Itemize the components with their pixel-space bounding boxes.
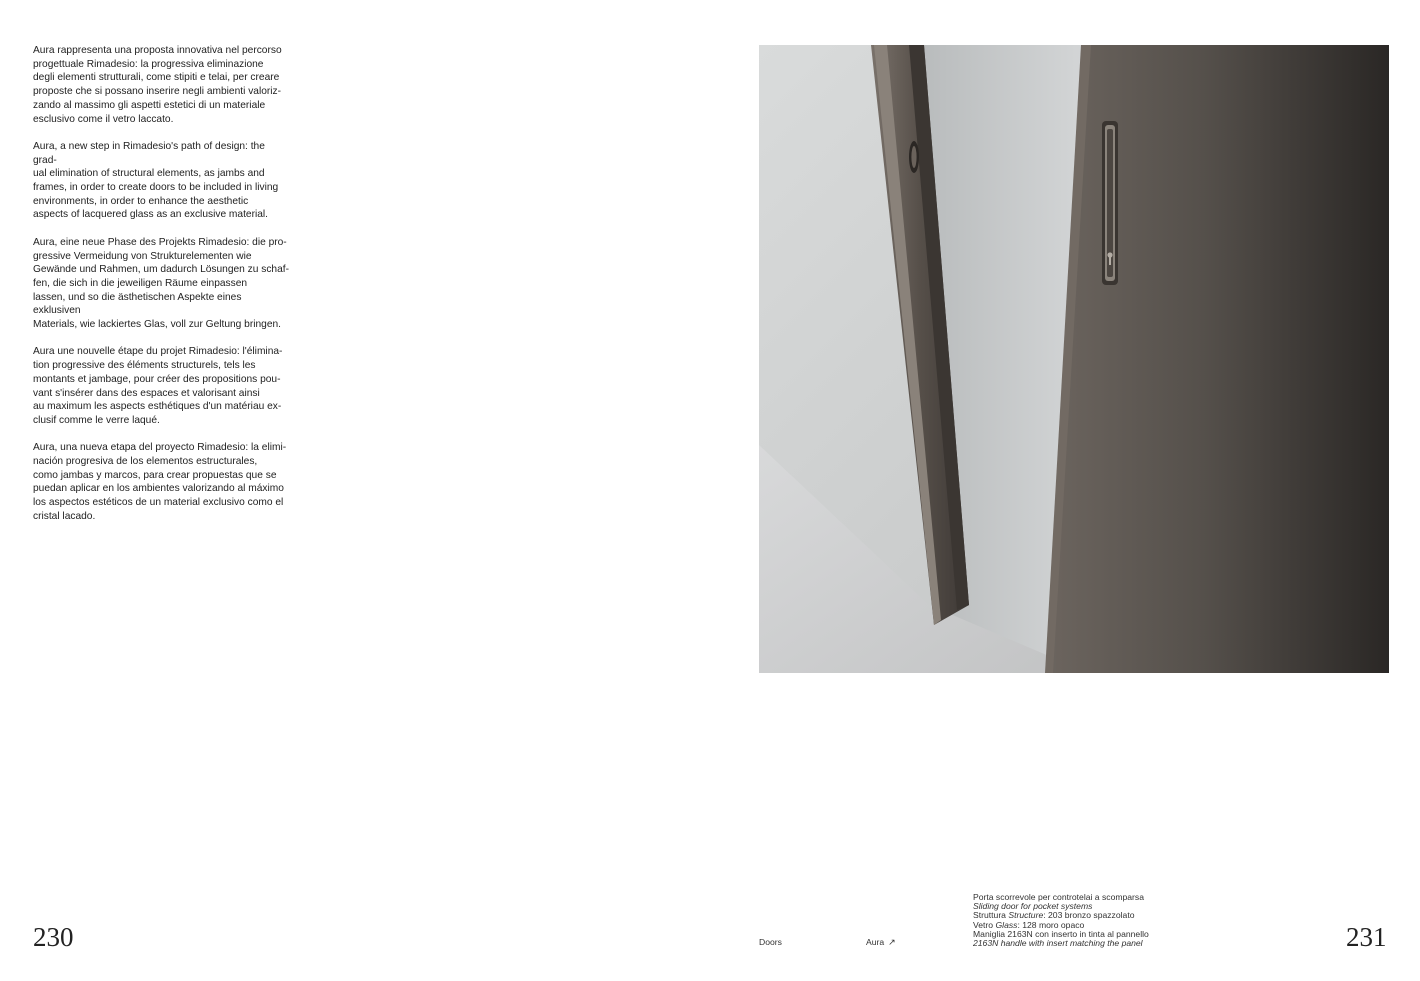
paragraph-italian: Aura rappresenta una proposta innovativa nel percorso progettuale Rimadesio: la progressiva eliminazione degli elementi strutturali, come stipiti e telai, per creare proposte che si possano inserire negli ambienti valoriz- zando al massimo gli aspetti estetici di un materiale esclusivo come il vetro laccato. [33, 45, 282, 125]
arrow-up-right-icon: ↗ [888, 937, 896, 947]
paragraph-french: Aura une nouvelle étape du projet Rimadesio: l'élimina- tion progressive des éléments structurels, tels les montants et jambage, pour créer des propositions pou- vant s'insérer dans des espaces et valorisant ainsi au maximum les aspects esthétiques d'un matériau ex- clusif comme le verre laqué. [33, 346, 283, 426]
page-number-left: 230 [33, 922, 74, 952]
caption-line-handle: Maniglia 2163N con inserto in tinta al pannello [973, 928, 1149, 939]
caption-line-product: Porta scorrevole per controtelai a scomparsa [973, 892, 1144, 902]
glass-value: : 128 moro opaco [1017, 919, 1085, 930]
sliding-door-image [759, 45, 1389, 673]
product-caption [973, 893, 1233, 948]
caption-line-handle-en: 2163N handle with insert matching the panel [973, 938, 1143, 949]
door-photo [759, 45, 1389, 673]
paragraph-spanish: Aura, una nueva etapa del proyecto Rimadesio: la elimi- nación progresiva de los elementos estructurales, como jambas y marcos, para crear propuestas que se puedan aplicar en los ambientes valorizando al máximo los aspectos estéticos de un material exclusivo como el cristal lacado. [33, 442, 287, 522]
footer-product-label: Aura [866, 937, 885, 947]
structure-label-en: Structure [1008, 910, 1044, 921]
paragraph-german: Aura, eine neue Phase des Projekts Rimadesio: die pro- gressive Vermeidung von Strukturelementen wie Gewände und Rahmen, um dadurch Lösungen zu schaf- fen, die sich in die jeweiligen Räume einpassen lassen, und so die ästhetischen Aspekte eines exklusiven Materials, wie lackiertes Glas, voll zur Geltung bringen. [33, 236, 289, 331]
footer-product-link[interactable] [866, 937, 896, 948]
structure-label: Struttura [973, 910, 1009, 921]
paragraph-english: Aura, a new step in Rimadesio's path of design: the grad- ual elimination of structural elements, as jambs and frames, in order to create doors to be included in living environments, in order to enhance the aesthetic aspects of lacquered glass as an exclusive material. [33, 140, 279, 221]
structure-value: : 203 bronzo spazzolato [1043, 910, 1135, 921]
description-text [33, 44, 291, 537]
footer-section-label: Doors [759, 937, 782, 947]
glass-label-en: Glass [995, 919, 1018, 930]
caption-line-product-en: Sliding door for pocket systems [973, 901, 1093, 912]
page-number-right: 231 [1346, 922, 1387, 952]
glass-label: Vetro [973, 919, 996, 930]
